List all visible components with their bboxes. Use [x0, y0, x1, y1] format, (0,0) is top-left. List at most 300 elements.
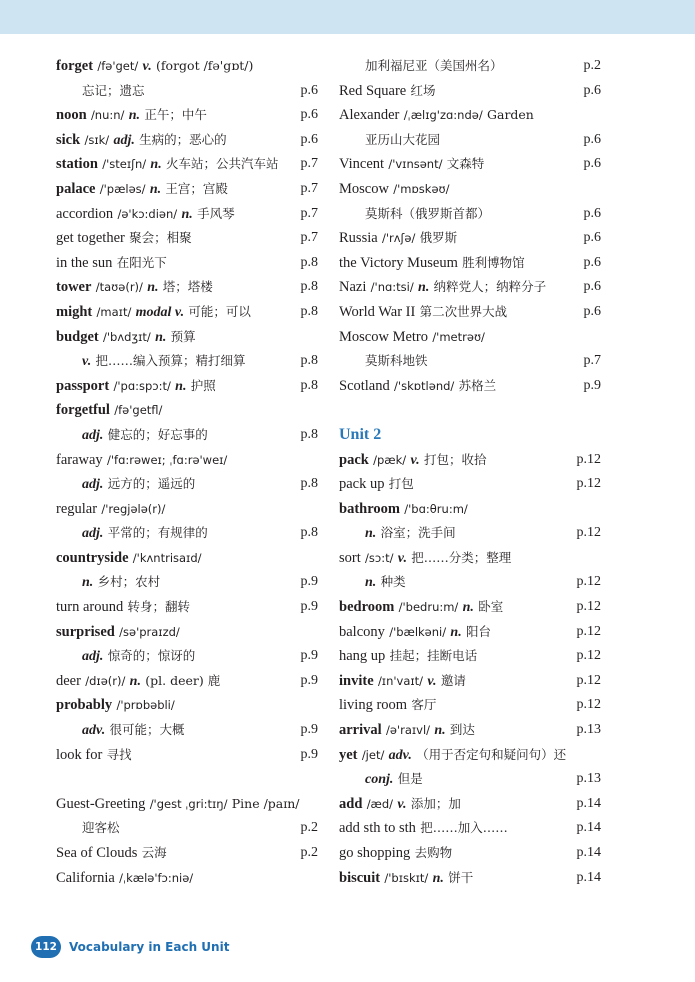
- page-ref: p.6: [583, 205, 601, 221]
- entry-text: [56, 79, 145, 104]
- page-ref: p.2: [300, 845, 318, 860]
- vocab-entry: [56, 325, 318, 350]
- entry-text: [56, 54, 253, 80]
- part-of-speech: n.: [150, 157, 162, 173]
- part-of-speech: adv.: [388, 747, 412, 763]
- gloss: 手风琴: [197, 205, 235, 221]
- part-of-speech: n.: [434, 723, 446, 739]
- headword: Sea of Clouds: [56, 845, 138, 861]
- headword: accordion: [56, 205, 114, 222]
- entry-text: [339, 669, 466, 695]
- part-of-speech: n.: [365, 526, 377, 542]
- vocab-entry: [56, 398, 318, 423]
- vocab-entry: [56, 866, 318, 891]
- headword: balcony: [339, 623, 385, 640]
- pronunciation: /'bedru:m/: [398, 600, 459, 615]
- page-ref: p.8: [300, 254, 318, 270]
- vocab-entry: [56, 570, 318, 595]
- pronunciation: /jet/: [361, 747, 385, 762]
- gloss: (forgot /fə'gɒt/): [156, 58, 254, 73]
- page-ref: p.7: [300, 156, 318, 172]
- page-ref: p.9: [300, 574, 318, 590]
- entry-text: [339, 202, 490, 227]
- part-of-speech: v.: [142, 59, 152, 74]
- entry-text: [339, 128, 440, 153]
- headword: pack: [339, 451, 369, 468]
- pronunciation: /'kʌntrisaɪd/: [132, 550, 202, 565]
- part-of-speech: conj.: [365, 772, 394, 788]
- entry-text: [56, 792, 300, 817]
- gloss: 邀请: [440, 672, 466, 688]
- headword: the Victory Museum: [339, 254, 458, 271]
- vocab-entry: [56, 497, 318, 522]
- page-ref: p.12: [576, 525, 601, 541]
- vocab-entry: [56, 423, 318, 448]
- gloss: 可能；可以: [188, 303, 251, 319]
- entry-text: [56, 866, 193, 891]
- entry-text: [56, 103, 207, 129]
- entry-text: [56, 841, 167, 866]
- part-of-speech: adj.: [113, 132, 135, 148]
- vocab-entry: [56, 472, 318, 497]
- entry-text: [56, 398, 162, 423]
- headword: California: [56, 869, 115, 886]
- gloss: 但是: [397, 771, 423, 787]
- headword: Scotland: [339, 377, 390, 394]
- page-ref: p.12: [576, 599, 601, 615]
- vocab-column-right: [339, 54, 601, 890]
- page-ref: p.9: [300, 722, 318, 738]
- pronunciation: /sɔ:t/: [365, 550, 394, 565]
- vocab-entry: [339, 177, 601, 202]
- vocab-entry: [56, 816, 318, 841]
- page-ref: p.6: [583, 303, 601, 319]
- entry-text: [339, 546, 511, 572]
- gloss: 王宫；宫殿: [165, 180, 228, 196]
- page-ref: p.12: [576, 476, 601, 492]
- vocab-entry: [339, 866, 601, 891]
- pronunciation: /'vɪnsənt/: [388, 157, 443, 172]
- page-ref: p.8: [300, 353, 318, 369]
- gloss: 饼干: [448, 869, 474, 885]
- entry-text: [56, 816, 120, 841]
- pronunciation: /'regjələ(r)/: [101, 501, 166, 516]
- gloss: 打包: [388, 476, 414, 492]
- page-footer: [31, 934, 229, 960]
- vocab-entry: [339, 718, 601, 743]
- headword: invite: [339, 672, 374, 689]
- page-ref: p.6: [583, 131, 601, 147]
- vocab-entry: [339, 767, 601, 792]
- part-of-speech: n.: [432, 870, 444, 886]
- vocab-entry: [339, 743, 601, 768]
- vocab-entry: [339, 128, 601, 153]
- vocab-entry: [339, 472, 601, 497]
- part-of-speech: n.: [149, 181, 162, 197]
- entry-text: [339, 349, 428, 374]
- entry-text: [56, 546, 202, 571]
- entry-text: [339, 570, 406, 596]
- entry-text: [339, 275, 546, 301]
- pronunciation: /'bɑ:θru:m/: [404, 501, 468, 516]
- gloss: 苏格兰: [458, 377, 497, 393]
- gloss: 塔；塔楼: [162, 279, 213, 295]
- entry-text: [339, 177, 450, 202]
- vocab-entry: [339, 620, 601, 645]
- entry-text: [56, 202, 235, 228]
- entry-text: [339, 448, 486, 474]
- gloss: 忘记；遗忘: [82, 82, 145, 98]
- gloss: 打包；收拾: [423, 451, 487, 467]
- vocab-entry: [56, 546, 318, 571]
- entry-text: [339, 644, 477, 669]
- headword: add: [339, 795, 363, 812]
- gloss: 迎客松: [82, 820, 120, 836]
- gloss: 莫斯科地铁: [365, 353, 428, 369]
- page-ref: p.7: [300, 180, 318, 196]
- headword: Moscow Metro: [339, 328, 429, 345]
- pronunciation: /'pɑ:spɔ:t/: [113, 378, 171, 393]
- entry-text: [56, 275, 213, 301]
- pronunciation: /'bælkəni/: [389, 624, 447, 639]
- pronunciation: /ə'kɔ:diən/: [117, 206, 178, 221]
- part-of-speech: n.: [365, 575, 377, 591]
- vocab-entry: [339, 103, 601, 128]
- entry-text: [56, 669, 220, 695]
- page-ref: p.12: [576, 672, 601, 688]
- gloss: 文森特: [446, 156, 485, 172]
- entry-text: [339, 595, 503, 621]
- vocab-entry: [339, 816, 601, 841]
- gloss: 把……分类；整理: [411, 549, 512, 565]
- pronunciation: /sə'praɪzd/: [119, 624, 180, 639]
- page-ref: p.6: [300, 107, 318, 123]
- headword: tower: [56, 279, 92, 296]
- vocab-entry: [339, 546, 601, 571]
- part-of-speech: modal v.: [135, 304, 185, 320]
- page-ref: p.6: [300, 131, 318, 147]
- gloss: 阳台: [466, 623, 492, 639]
- page-ref: p.13: [576, 722, 601, 738]
- pronunciation: /'bɪskɪt/: [384, 870, 429, 885]
- gloss: 惊奇的；惊讶的: [107, 648, 196, 664]
- headword: Guest-Greeting: [56, 795, 146, 812]
- vocab-entry: [56, 718, 318, 743]
- headword: deer: [56, 672, 81, 689]
- entry-text: [339, 472, 414, 497]
- page-ref: p.9: [300, 648, 318, 664]
- headword: palace: [56, 180, 96, 197]
- gloss: 远方的；遥远的: [107, 476, 196, 492]
- gloss: 聚会；相聚: [129, 230, 192, 246]
- entry-text: [56, 349, 246, 375]
- pronunciation: /dɪə(r)/: [85, 673, 126, 688]
- gloss: 把……加入……: [420, 820, 508, 836]
- gloss: （用于否定句和疑问句）还: [416, 746, 567, 762]
- vocab-entry: [56, 226, 318, 251]
- part-of-speech: adj.: [82, 427, 104, 443]
- pronunciation: /'fɑ:rəweɪ; ˌfɑ:rə'weɪ/: [106, 452, 228, 467]
- part-of-speech: n.: [147, 280, 159, 296]
- headword: add sth to sth: [339, 820, 416, 837]
- part-of-speech: v.: [397, 550, 407, 566]
- headword: go shopping: [339, 845, 411, 861]
- entry-text: [339, 103, 534, 128]
- top-band: [0, 0, 695, 34]
- entry-text: [339, 251, 525, 276]
- page-ref: p.6: [583, 254, 601, 270]
- vocab-entry: [56, 103, 318, 128]
- entry-text: [56, 620, 180, 645]
- part-of-speech: v.: [397, 796, 407, 812]
- entry-text: [339, 521, 456, 547]
- page-ref: p.14: [576, 795, 601, 811]
- vocab-column-left: [56, 54, 318, 890]
- entry-text: [339, 152, 484, 177]
- pronunciation: /ə'raɪvl/: [385, 723, 431, 738]
- part-of-speech: v.: [410, 452, 420, 468]
- gloss: Pine /paɪn/: [231, 795, 300, 811]
- page-ref: p.8: [300, 377, 318, 393]
- gloss: 亚历山大花园: [365, 131, 441, 147]
- headword: World War II: [339, 303, 416, 320]
- entry-text: [339, 79, 436, 104]
- headword: Vincent: [339, 156, 385, 173]
- entry-text: [339, 816, 508, 841]
- gloss: 正午；中午: [144, 107, 207, 123]
- headword: Alexander: [339, 107, 400, 124]
- page-ref: p.8: [300, 279, 318, 295]
- gloss: 俄罗斯: [419, 230, 458, 246]
- page-ref: p.12: [576, 648, 601, 664]
- headword: living room: [339, 697, 408, 714]
- unit-heading: Unit 2: [339, 425, 382, 443]
- vocab-entry: [339, 448, 601, 473]
- entry-text: [56, 423, 208, 449]
- vocab-entry: [56, 743, 318, 768]
- gloss: 转身；翻转: [127, 599, 191, 615]
- gloss: Garden: [487, 107, 534, 123]
- part-of-speech: v.: [82, 354, 92, 370]
- part-of-speech: v.: [427, 673, 437, 689]
- headword: look for: [56, 746, 103, 763]
- entry-text: [56, 374, 216, 400]
- vocab-entry: [339, 497, 601, 522]
- entry-text: [339, 841, 452, 866]
- headword: sort: [339, 549, 361, 566]
- gloss: 浴室；洗手间: [380, 525, 456, 541]
- page-ref: p.6: [583, 230, 601, 246]
- headword: faraway: [56, 451, 103, 468]
- part-of-speech: n.: [175, 378, 187, 394]
- vocab-entry: [339, 570, 601, 595]
- entry-text: [339, 743, 566, 769]
- gloss: 第二次世界大战: [419, 303, 508, 319]
- vocab-entry: [56, 448, 318, 473]
- entry-text: [56, 300, 251, 326]
- entry-text: [56, 226, 192, 251]
- gloss: 很可能；大概: [109, 722, 185, 738]
- entry-text: [339, 497, 468, 522]
- vocab-entry: [56, 54, 318, 79]
- entry-text: [56, 595, 190, 620]
- gloss: 在阳光下: [116, 254, 167, 270]
- headword: regular: [56, 500, 98, 517]
- gloss: 平常的；有规律的: [107, 525, 208, 541]
- entry-text: [339, 792, 461, 818]
- gloss: 纳粹党人；纳粹分子: [433, 279, 547, 295]
- headword: sick: [56, 131, 81, 148]
- gloss: 预算: [170, 328, 196, 344]
- vocab-entry: [56, 595, 318, 620]
- headword: Red Square: [339, 82, 407, 99]
- page-ref: p.12: [576, 697, 601, 713]
- gloss: 健忘的；好忘事的: [107, 426, 208, 442]
- gloss: 火车站；公共汽车站: [166, 156, 279, 172]
- vocab-entry: [339, 669, 601, 694]
- entry-text: [339, 325, 485, 350]
- page-ref: p.7: [300, 230, 318, 246]
- spacer: [56, 767, 318, 792]
- vocab-entry: [339, 202, 601, 227]
- headword: turn around: [56, 599, 124, 616]
- part-of-speech: adv.: [82, 723, 106, 739]
- page-ref: p.8: [300, 476, 318, 492]
- entry-text: [56, 448, 227, 473]
- vocab-entry: [56, 521, 318, 546]
- pronunciation: /nu:n/: [90, 108, 125, 123]
- vocab-entry: [56, 177, 318, 202]
- headword: forgetful: [56, 402, 110, 419]
- entry-text: [56, 152, 279, 178]
- page-ref: p.9: [300, 599, 318, 615]
- page-ref: p.8: [300, 426, 318, 442]
- vocab-entry: [339, 300, 601, 325]
- headword: might: [56, 303, 93, 320]
- entry-text: [339, 693, 436, 718]
- entry-text: [339, 54, 503, 79]
- entry-text: [56, 570, 160, 596]
- part-of-speech: adj.: [82, 477, 104, 493]
- page-ref: p.8: [300, 525, 318, 541]
- pronunciation: /'nɑ:tsi/: [370, 280, 414, 295]
- page-ref: p.12: [576, 451, 601, 467]
- pronunciation: /'rʌʃə/: [381, 231, 416, 246]
- entry-text: [339, 226, 457, 251]
- headword: pack up: [339, 476, 385, 493]
- page-ref: p.6: [583, 156, 601, 172]
- entry-text: [339, 374, 496, 399]
- gloss: 红场: [410, 82, 436, 98]
- entry-text: [56, 251, 167, 276]
- headword: bathroom: [339, 500, 400, 517]
- page-ref: p.6: [583, 279, 601, 295]
- headword: hang up: [339, 648, 386, 665]
- pronunciation: /fə'getfl/: [114, 403, 163, 418]
- vocab-entry: [56, 374, 318, 399]
- part-of-speech: n.: [462, 600, 474, 616]
- gloss: (pl. deer) 鹿: [145, 672, 221, 688]
- gloss: 加利福尼亚（美国州名）: [365, 58, 503, 73]
- pronunciation: /'prɒbəbli/: [116, 698, 175, 713]
- page-ref: p.6: [583, 82, 601, 98]
- part-of-speech: n.: [128, 108, 141, 124]
- entry-text: [56, 693, 175, 718]
- entry-text: [56, 718, 185, 744]
- vocab-entry: [56, 792, 318, 817]
- pronunciation: /sɪk/: [84, 132, 110, 147]
- page-ref: p.9: [583, 377, 601, 393]
- page-number-badge: 112: [31, 936, 61, 958]
- page-ref: p.6: [300, 82, 318, 98]
- entry-text: [339, 620, 491, 646]
- headword: in the sun: [56, 254, 113, 271]
- vocab-entry: [56, 349, 318, 374]
- pronunciation: /'steɪʃn/: [102, 157, 147, 172]
- vocab-entry: [56, 693, 318, 718]
- entry-text: [56, 521, 208, 547]
- vocab-entry: [339, 251, 601, 276]
- entry-text: [339, 767, 423, 793]
- pronunciation: /ˌælɪg'zɑ:ndə/: [403, 108, 483, 123]
- page-ref: p.12: [576, 623, 601, 639]
- page-ref: p.7: [300, 205, 318, 221]
- vocab-entry: [339, 226, 601, 251]
- page-ref: p.14: [576, 869, 601, 885]
- gloss: 云海: [141, 845, 167, 860]
- gloss: 去购物: [414, 845, 453, 860]
- headword: Russia: [339, 230, 378, 247]
- page-ref: p.2: [583, 58, 601, 73]
- gloss: 乡村；农村: [97, 574, 161, 590]
- pronunciation: /pæk/: [373, 452, 407, 467]
- gloss: 生病的；恶心的: [139, 131, 227, 147]
- pronunciation: /'pæləs/: [99, 181, 146, 196]
- headword: budget: [56, 328, 99, 345]
- page-ref: p.13: [576, 771, 601, 787]
- pronunciation: /'skɒtlənd/: [394, 378, 455, 393]
- vocab-entry: [56, 300, 318, 325]
- part-of-speech: n.: [450, 624, 462, 640]
- gloss: 莫斯科（俄罗斯首都）: [365, 205, 491, 221]
- spacer: [339, 398, 601, 423]
- page-ref: p.9: [300, 746, 318, 762]
- headword: passport: [56, 377, 110, 394]
- entry-text: [56, 644, 195, 670]
- entry-text: [56, 325, 196, 351]
- vocab-entry: [339, 644, 601, 669]
- gloss: 把……编入预算；精打细算: [95, 353, 246, 369]
- vocab-entry: [339, 152, 601, 177]
- page-ref: p.8: [300, 303, 318, 319]
- headword: yet: [339, 746, 358, 763]
- part-of-speech: n.: [418, 280, 430, 296]
- headword: arrival: [339, 722, 382, 739]
- entry-text: [56, 743, 132, 768]
- headword: station: [56, 156, 98, 173]
- vocab-entry: [339, 841, 601, 866]
- headword: noon: [56, 107, 87, 124]
- gloss: 胜利博物馆: [462, 254, 525, 270]
- vocab-entry: [56, 79, 318, 104]
- entry-text: [56, 497, 165, 522]
- vocab-entry: [56, 251, 318, 276]
- gloss: 到达: [449, 722, 475, 738]
- page-ref: p.12: [576, 574, 601, 590]
- vocab-entry: [56, 128, 318, 153]
- headword: get together: [56, 230, 125, 247]
- entry-text: [339, 300, 507, 325]
